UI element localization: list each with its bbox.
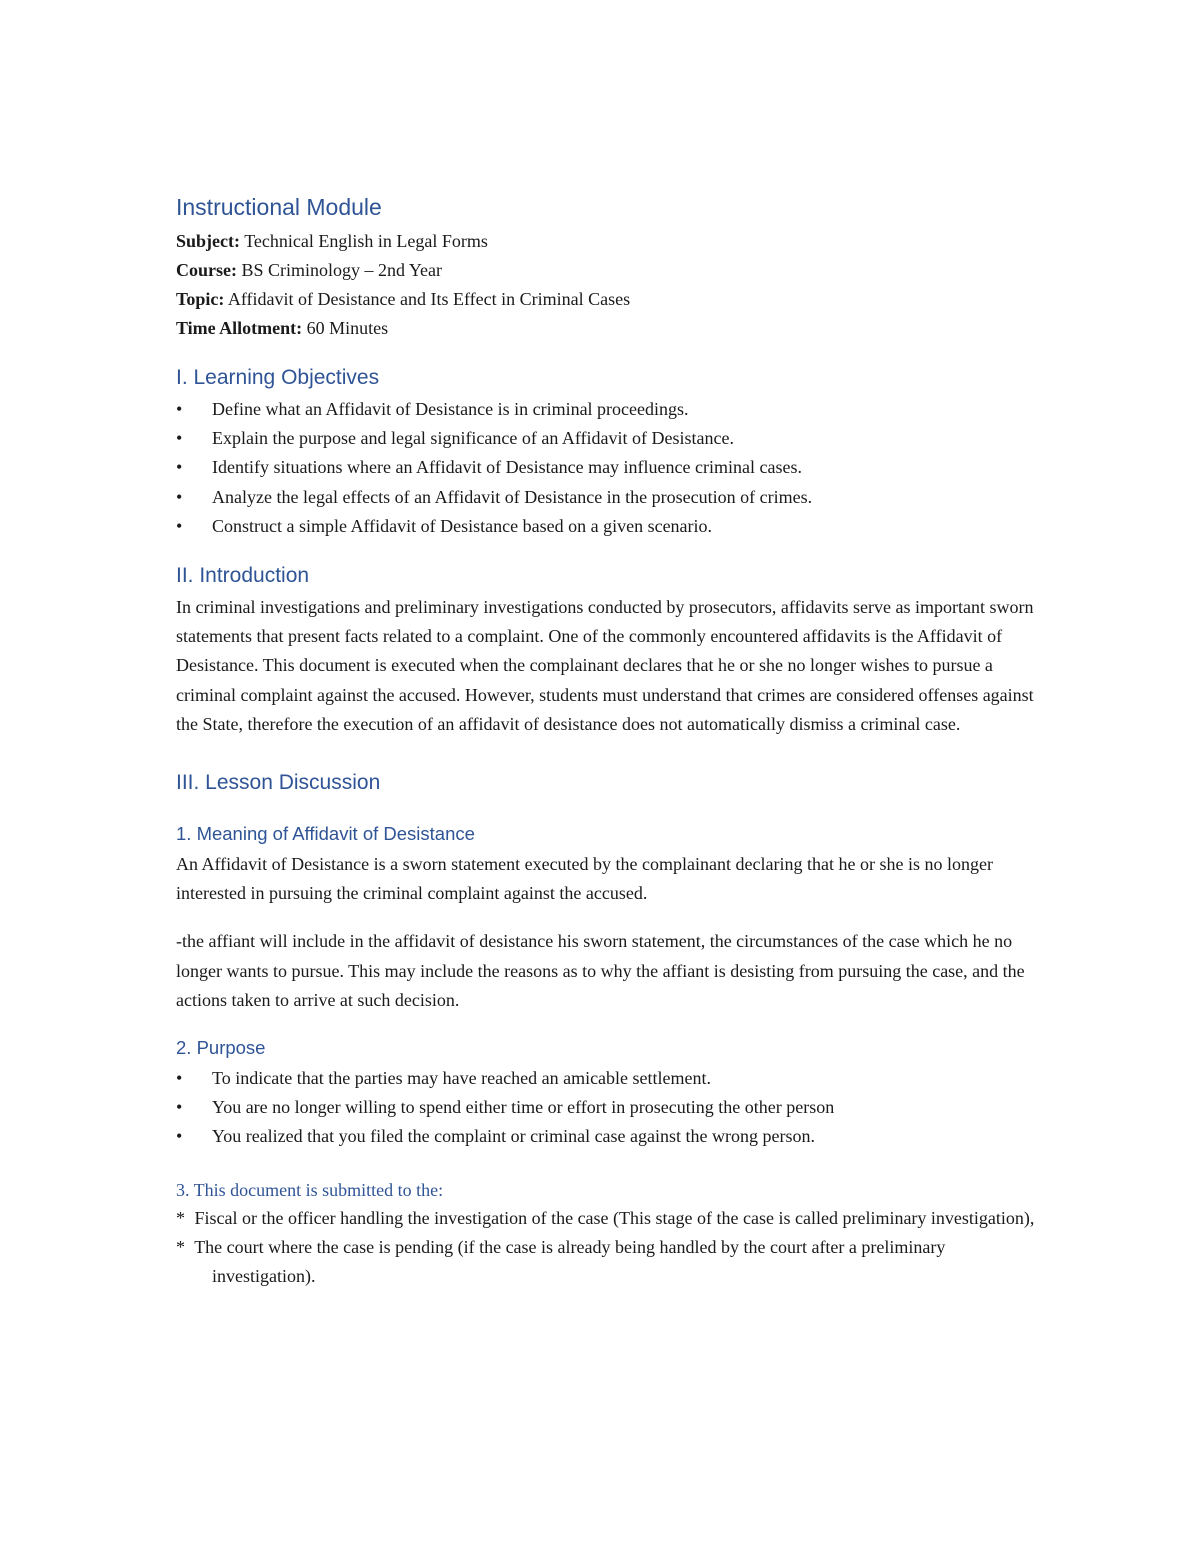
topic-value: Affidavit of Desistance and Its Effect in Criminal Cases (227, 289, 631, 309)
list-item (176, 1064, 1036, 1093)
introduction-body: In criminal investigations and preliminary investigations conducted by prosecutors, affidavits serve as important sworn statements that present facts related to a complaint. One of the commonly encountered affidavits is the Affidavit of Desistance. This document is executed when the complainant declares that he or she no longer wishes to pursue a criminal complaint against the accused. However, students must understand that crimes are considered offenses against the State, therefore the execution of an affidavit of desistance does not automatically dismiss a criminal case. (176, 597, 1034, 734)
list-item (176, 483, 1036, 512)
submitted-to-heading: 3. This document is submitted to the: (176, 1179, 444, 1200)
list-item (176, 1093, 1036, 1122)
learning-objectives-heading: I. Learning Objectives (176, 366, 380, 389)
lesson-discussion-heading: III. Lesson Discussion (176, 771, 381, 795)
module-title: Instructional Module (176, 194, 382, 220)
time-allotment-value: 60 Minutes (306, 318, 389, 338)
bullet-icon: • (176, 457, 183, 478)
topic-label: Topic: (176, 289, 225, 309)
list-item-text: The court where the case is pending (if the case is already being handled by the court after a preliminary investigation). (194, 1236, 946, 1287)
list-item (176, 424, 1036, 453)
list-item-text: Analyze the legal effects of an Affidavit of Desistance in the prosecution of crimes. (212, 486, 813, 507)
list-item-text: Identify situations where an Affidavit of Desistance may influence criminal cases. (212, 457, 802, 478)
meaning-heading: 1. Meaning of Affidavit of Desistance (176, 823, 475, 845)
list-item-text: Construct a simple Affidavit of Desistance based on a given scenario. (212, 515, 713, 536)
course-line (176, 256, 1036, 285)
list-item (176, 1122, 1036, 1151)
subject-line (176, 227, 1036, 256)
list-item-text: To indicate that the parties may have reached an amicable settlement. (212, 1068, 712, 1089)
learning-objectives-list (176, 395, 1036, 541)
subject-value: Technical English in Legal Forms (244, 231, 488, 251)
list-item (176, 453, 1036, 482)
bullet-icon: • (176, 428, 183, 449)
list-item (176, 1233, 1036, 1291)
bullet-icon: • (176, 1068, 183, 1089)
list-item-text: You are no longer willing to spend either time or effort in prosecuting the other person (212, 1097, 835, 1118)
list-item (176, 395, 1036, 424)
topic-line (176, 285, 1036, 314)
affiant-paragraph: -the affiant will include in the affidavit of desistance his sworn statement, the circumstances of the case which he no longer wants to pursue. This may include the reasons as to why the affiant is desisting from pursuing the case, and the actions taken to arrive at such decision. (176, 931, 1025, 1010)
introduction-heading: II. Introduction (176, 564, 310, 588)
bullet-icon: • (176, 1126, 183, 1147)
subject-label: Subject: (176, 231, 240, 251)
list-item (176, 1204, 1036, 1233)
list-item-text: Define what an Affidavit of Desistance is in criminal proceedings. (212, 399, 689, 419)
asterisk-icon: * (176, 1207, 185, 1228)
list-item-text: You realized that you filed the complaint or criminal case against the wrong person. (212, 1126, 815, 1147)
bullet-icon: • (176, 486, 183, 507)
bullet-icon: • (176, 515, 183, 536)
purpose-heading: 2. Purpose (176, 1037, 266, 1059)
time-allotment-line (176, 314, 1036, 343)
purpose-list (176, 1064, 1036, 1152)
document-page (176, 190, 1036, 1291)
list-item-text: Explain the purpose and legal significance of an Affidavit of Desistance. (212, 428, 734, 449)
time-allotment-label: Time Allotment: (176, 318, 303, 338)
bullet-icon: • (176, 399, 183, 419)
course-value: BS Criminology – 2nd Year (241, 260, 443, 280)
course-label: Course: (176, 260, 237, 280)
list-item (176, 512, 1036, 541)
list-item-text: Fiscal or the officer handling the investigation of the case (This stage of the case is called preliminary investigation), (194, 1207, 1035, 1228)
meaning-paragraph: An Affidavit of Desistance is a sworn statement executed by the complainant declaring that he or she is no longer interested in pursuing the criminal complaint against the accused. (176, 854, 993, 904)
bullet-icon: • (176, 1097, 183, 1118)
asterisk-icon: * (176, 1236, 185, 1257)
